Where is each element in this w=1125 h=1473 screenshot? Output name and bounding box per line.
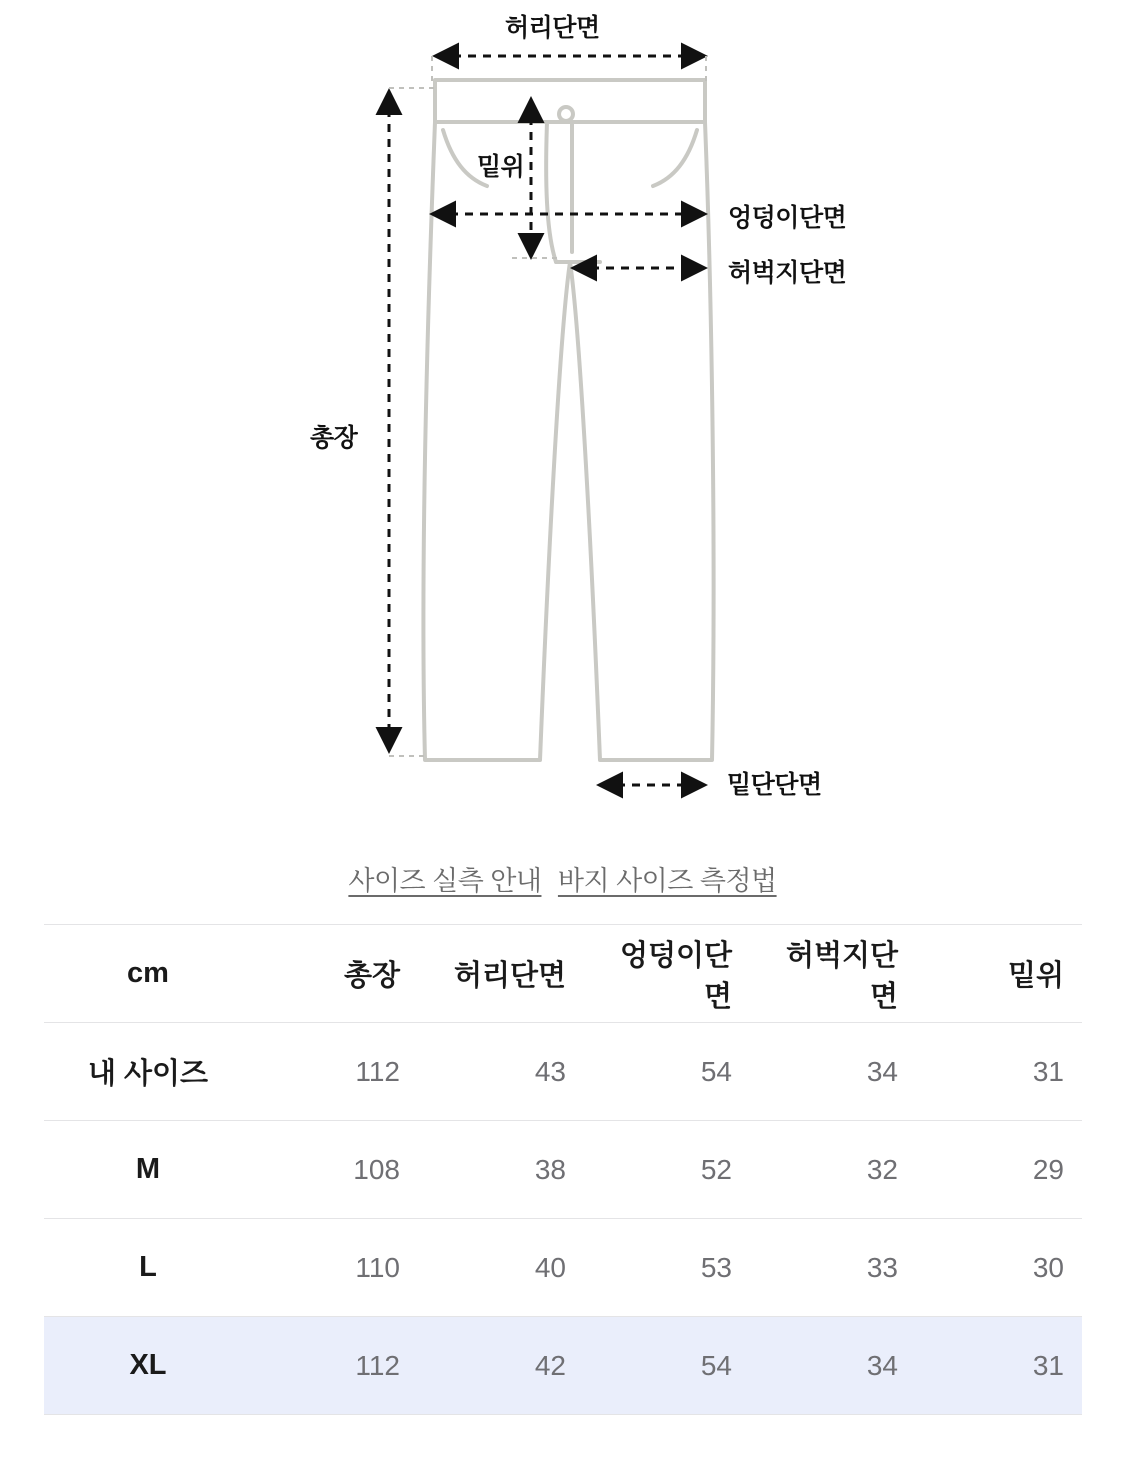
guide-links [0,845,1125,924]
col-header-total-length: 총장 [252,925,418,1023]
cell-thigh: 33 [750,1219,916,1317]
row-label-my-size: 내 사이즈 [44,1023,252,1121]
label-hip: 엉덩이단면 [728,204,847,232]
cell-hip: 52 [584,1121,750,1219]
cell-hip: 53 [584,1219,750,1317]
cell-waist: 42 [418,1317,584,1415]
table-row [44,1121,1082,1219]
cell-waist: 43 [418,1023,584,1121]
cell-total-length: 112 [252,1317,418,1415]
label-hem: 밑단단면 [727,771,822,799]
cell-thigh: 32 [750,1121,916,1219]
size-table-head [44,925,1082,1023]
label-waist: 허리단면 [505,14,600,42]
cell-thigh: 34 [750,1023,916,1121]
cell-waist: 40 [418,1219,584,1317]
pants-measure-link[interactable]: 바지 사이즈 측정법 [557,866,777,896]
row-label-m: M [44,1121,252,1219]
label-thigh: 허벅지단면 [728,259,847,287]
table-row [44,1317,1082,1415]
cell-rise: 30 [916,1219,1082,1317]
table-row [44,1219,1082,1317]
size-table [44,924,1082,1415]
cell-hip: 54 [584,1023,750,1121]
col-header-rise: 밑위 [916,925,1082,1023]
cell-hip: 54 [584,1317,750,1415]
table-row [44,1023,1082,1121]
cell-total-length: 112 [252,1023,418,1121]
label-rise: 밑위 [477,153,525,181]
cell-total-length: 110 [252,1219,418,1317]
col-header-hip: 엉덩이단면 [584,925,750,1023]
row-label-l: L [44,1219,252,1317]
cell-rise: 31 [916,1317,1082,1415]
size-table-body [44,1023,1082,1415]
table-header-row [44,925,1082,1023]
col-header-unit: cm [44,925,252,1023]
cell-rise: 31 [916,1023,1082,1121]
cell-thigh: 34 [750,1317,916,1415]
size-table-wrap [0,924,1125,1415]
col-header-thigh: 허벅지단면 [750,925,916,1023]
cell-rise: 29 [916,1121,1082,1219]
col-header-waist: 허리단면 [418,925,584,1023]
cell-waist: 38 [418,1121,584,1219]
row-label-xl: XL [44,1317,252,1415]
cell-total-length: 108 [252,1121,418,1219]
size-guide-link[interactable]: 사이즈 실측 안내 [348,866,542,896]
label-total-length: 총장 [310,424,358,452]
